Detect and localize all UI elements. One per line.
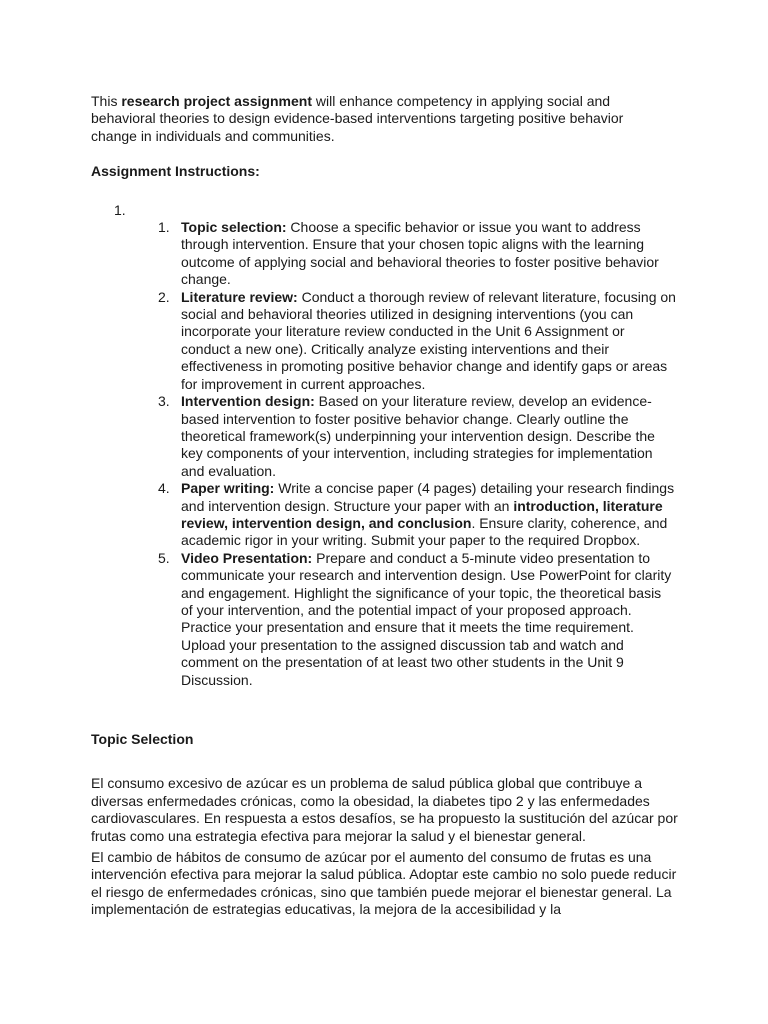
list-item-paper-writing	[158, 480, 676, 550]
topic-selection-heading-text: Topic Selection	[91, 731, 194, 747]
list-item-topic-selection	[158, 219, 676, 289]
intro-paragraph	[91, 93, 651, 145]
list-item-video-presentation	[158, 549, 676, 689]
list-item-text: Based on your literature review, develop an evidence-based intervention to foster positive behavior change. Clearly outline the theoretical framework(s) underpinning your intervention design. Describe the key components of your intervention, including strategies for implementation and evaluation.	[181, 393, 655, 479]
list-item-literature-review	[158, 288, 676, 393]
spanish-paragraph-1: El consumo excesivo de azúcar es un problema de salud pública global que contribuye a diversas enfermedades crónicas, como la obesidad, la diabetes tipo 2 y las enfermedades cardiovasculares. En respuesta a estos desafíos, se ha propuesto la sustitución del azúcar por frutas como una estrategia efectiva para mejorar la salud y el bienestar general.	[91, 775, 678, 844]
intro-text-end: will enhance competency in applying social and behavioral theories to design evidence-based interventions targeting positive behavior change in individuals and communities.	[91, 93, 624, 144]
spanish-paragraph-2: El cambio de hábitos de consumo de azúcar por el aumento del consumo de frutas es una intervención efectiva para mejorar la salud pública. Adoptar este cambio no solo puede reducir el riesgo de enfermedades crónicas, sino que también puede mejorar el bienestar general. La implementación de estrategias educativas, la mejora de la accesibilidad y la	[91, 849, 677, 918]
list-item-title: Video Presentation:	[181, 549, 313, 566]
list-item-number: 1.	[158, 219, 170, 236]
instructions-heading	[91, 163, 678, 180]
topic-selection-heading	[91, 731, 678, 748]
list-item-bold-sections: introduction, literature review, intervention design, and conclusion	[181, 497, 663, 531]
intro-bold-term: research project assignment	[121, 93, 312, 109]
list-item-number: 5.	[158, 549, 170, 566]
list-item-title: Intervention design:	[181, 393, 315, 410]
list-item-number: 3.	[158, 393, 170, 410]
list-item-number: 2.	[158, 288, 170, 305]
list-item-text-end: . Ensure clarity, coherence, and academic rigor in your writing. Submit your paper to the required Dropbox.	[181, 514, 668, 549]
list-item-title: Literature review:	[181, 288, 298, 305]
instructions-list	[91, 219, 678, 689]
list-item-text: Conduct a thorough review of relevant literature, focusing on social and behavioral theories utilized in designing interventions (you can incorporate your literature review conducted in the Unit 6 Assignment or conduct a new one). Critically analyze existing interventions and their effectiveness in promoting positive behavior change and identify gaps or areas for improvement in current approaches.	[181, 288, 676, 392]
list-item-title: Paper writing:	[181, 480, 275, 497]
list-item-text: Prepare and conduct a 5-minute video presentation to communicate your research and intervention design. Use PowerPoint for clarity and engagement. Highlight the significance of your topic, the theoretical basis of your intervention, and the potential impact of your proposed approach. Practice your presentation and ensure that it meets the time requirement. Upload your presentation to the assigned discussion tab and watch and comment on the presentation of at least two other students in the Unit 9 Discussion.	[181, 549, 672, 688]
list-item-text: Choose a specific behavior or issue you want to address through intervention. Ensure that your chosen topic aligns with the learning outcome of applying social and behavioral theories to foster positive behavior change.	[181, 219, 659, 288]
list-item-title: Topic selection:	[181, 219, 287, 236]
intro-text-start: This	[91, 93, 122, 109]
instructions-heading-text: Assignment Instructions:	[91, 163, 260, 180]
list-item-number: 4.	[158, 480, 170, 497]
outer-list-number: 1.	[114, 201, 126, 218]
outer-list	[91, 202, 678, 689]
list-item-text: Write a concise paper (4 pages) detailing your research findings and intervention design. Structure your paper with an	[181, 480, 675, 514]
list-item-intervention-design	[158, 393, 676, 480]
